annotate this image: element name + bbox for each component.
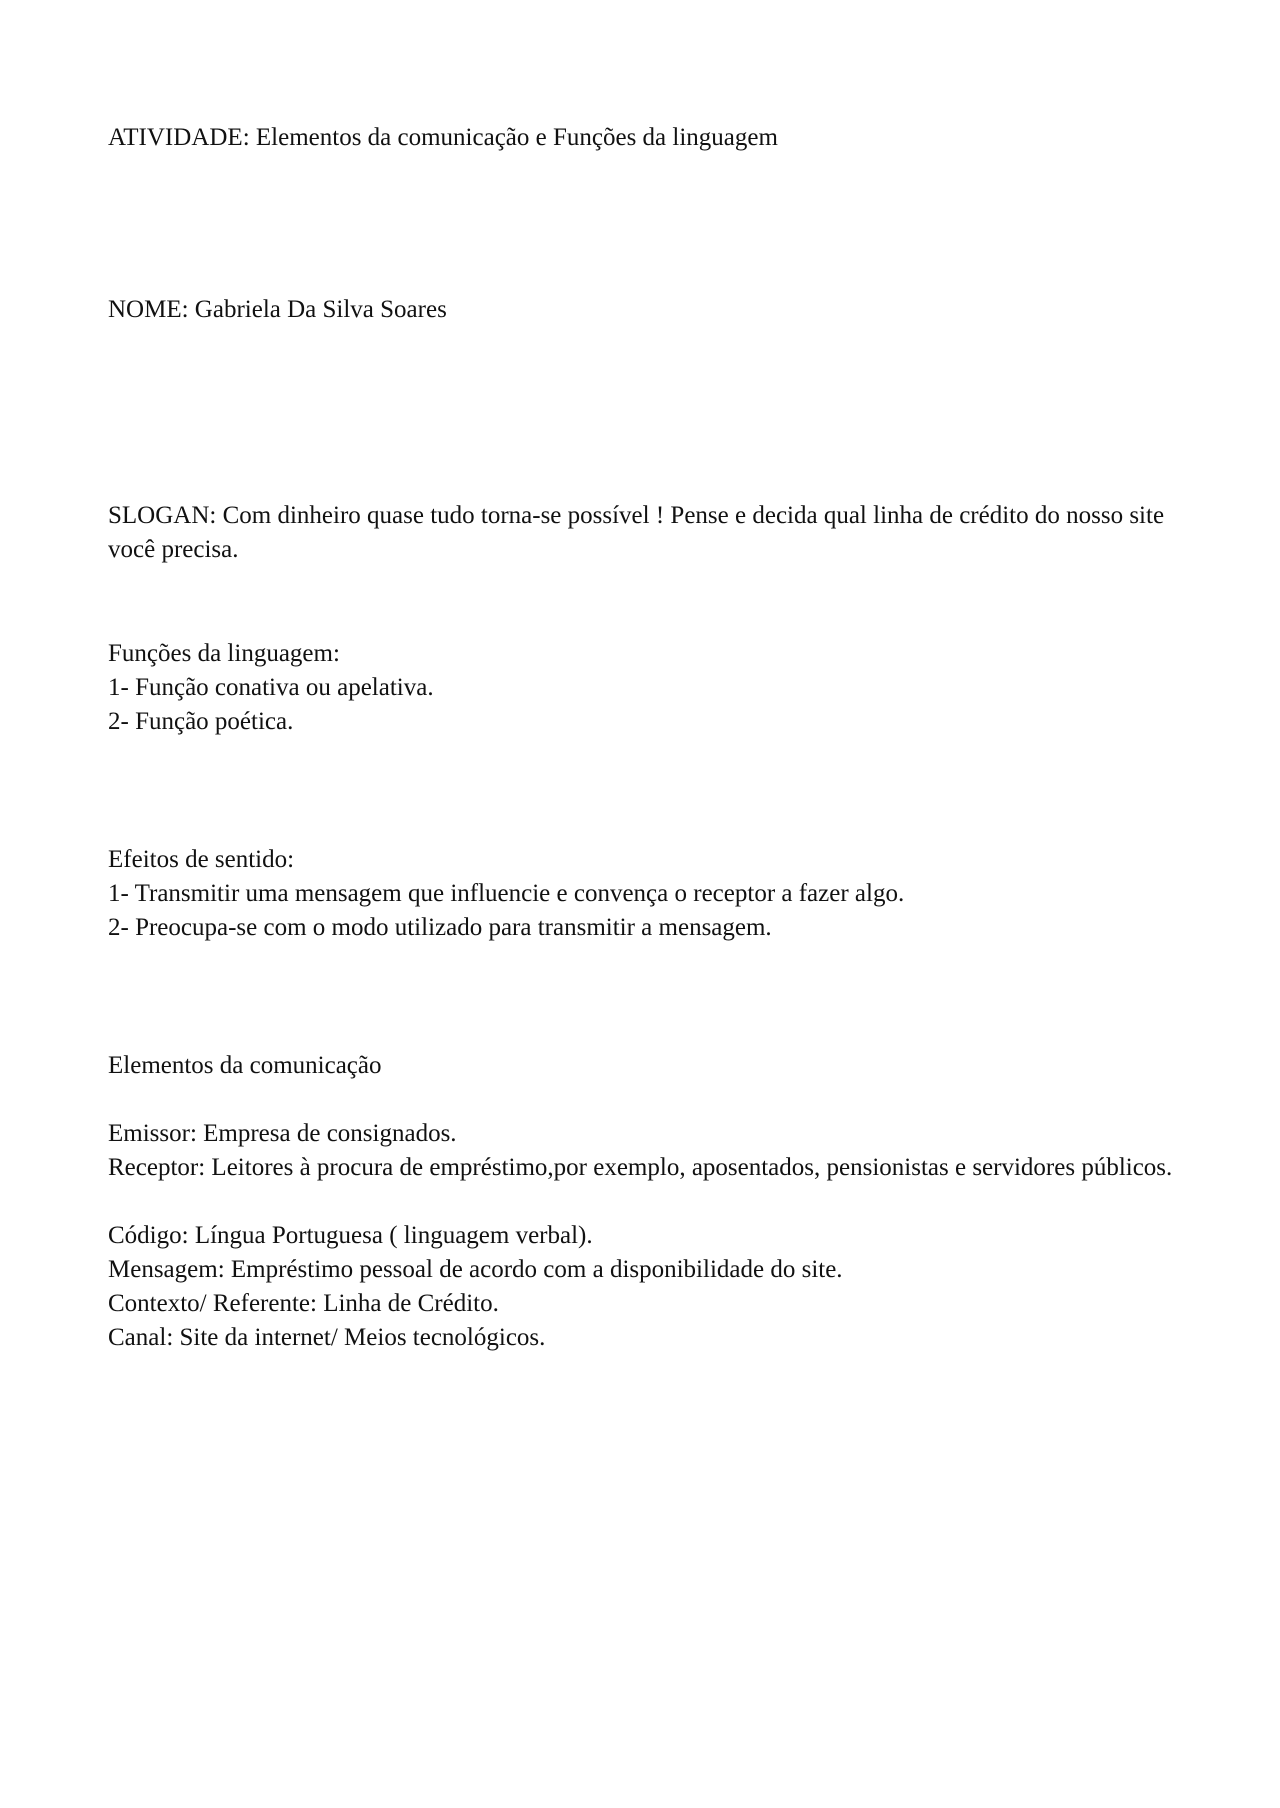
element-receptor: Receptor: Leitores à procura de empréstimo,por exemplo, aposentados, pensionistas e servidores públicos.	[108, 1154, 1173, 1181]
language-function-item: 2- Função poética.	[108, 708, 294, 735]
communication-elements-heading: Elementos da comunicação	[108, 1052, 382, 1079]
element-emissor: Emissor: Empresa de consignados.	[108, 1120, 457, 1147]
element-contexto: Contexto/ Referente: Linha de Crédito.	[108, 1290, 499, 1317]
language-function-item: 1- Função conativa ou apelativa.	[108, 674, 434, 701]
meaning-effect-item: 2- Preocupa-se com o modo utilizado para transmitir a mensagem.	[108, 914, 772, 941]
meaning-effects-heading: Efeitos de sentido:	[108, 846, 295, 873]
student-name: NOME: Gabriela Da Silva Soares	[108, 296, 447, 323]
slogan-text: SLOGAN: Com dinheiro quase tudo torna-se possível ! Pense e decida qual linha de crédito do nosso site você precisa.	[108, 502, 1165, 563]
language-functions-heading: Funções da linguagem:	[108, 640, 340, 667]
activity-title: ATIVIDADE: Elementos da comunicação e Funções da linguagem	[108, 124, 778, 151]
element-canal: Canal: Site da internet/ Meios tecnológicos.	[108, 1324, 546, 1351]
meaning-effect-item: 1- Transmitir uma mensagem que influencie e convença o receptor a fazer algo.	[108, 880, 905, 907]
element-codigo: Código: Língua Portuguesa ( linguagem verbal).	[108, 1222, 593, 1249]
element-mensagem: Mensagem: Empréstimo pessoal de acordo com a disponibilidade do site.	[108, 1256, 843, 1283]
